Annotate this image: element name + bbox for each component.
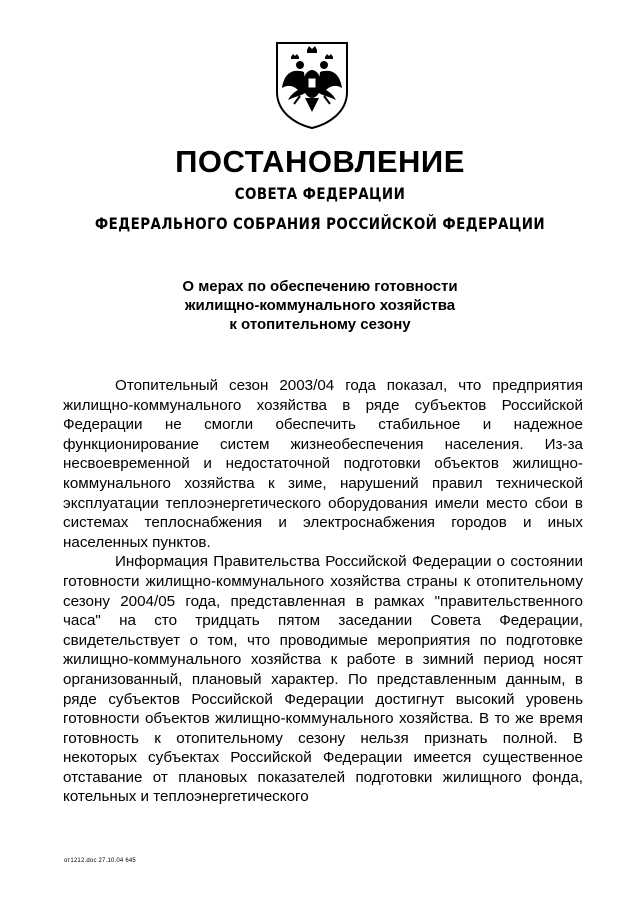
resolution-heading <box>60 277 580 334</box>
russian-coat-of-arms-icon <box>274 40 350 130</box>
body-paragraph: Отопительный сезон 2003/04 года показал, что предприятия жилищно-коммунального хозяйства в ряде субъектов Российской Федерации не смогли обеспечить стабильное и надежное функционирование систем жизнеобеспечения населения. Из-за несвоевременной и недостаточной подготовки объектов жилищно-коммунального хозяйства к зиме, нарушений правил технической эксплуатации теплоэнергетического оборудования имели место сбои в системах теплоснабжения и электроснабжения городов и иных населенных пунктов. <box>63 377 583 551</box>
document-body <box>63 376 583 807</box>
document-title: ПОСТАНОВЛЕНИЕ <box>175 144 465 179</box>
issuer-line-2: ФЕДЕРАЛЬНОГО СОБРАНИЯ РОССИЙСКОЙ ФЕДЕРАЦИИ <box>94 214 546 233</box>
heading-line: О мерах по обеспечению готовности <box>182 278 458 295</box>
heading-line: к отопительному сезону <box>229 316 411 333</box>
file-stamp: от1212.doc 27.10.04 645 <box>64 858 136 864</box>
body-paragraph: Информация Правительства Российской Федерации о состоянии готовности жилищно-коммунального хозяйства страны к отопительному сезону 2004/05 года, представленная в рамках "правительственного часа" на сто тридцать пятом заседании Совета Федерации, свидетельствует о том, что проводимые мероприятия по подготовке жилищно-коммунального хозяйства к работе в зимний период носят организованный, плановый характер. По представленным данным, в ряде субъектов Российской Федерации достигнут высокий уровень готовности объектов жилищно-коммунального хозяйства. В то же время готовность к отопительному сезону нельзя признать полной. В некоторых субъектах Российской Федерации имеется существенное отставание от плановых показателей подготовки жилищного фонда, котельных и теплоэнергетического <box>63 553 583 806</box>
issuer-line-1: СОВЕТА ФЕДЕРАЦИИ <box>234 184 406 203</box>
heading-line: жилищно-коммунального хозяйства <box>184 297 456 314</box>
coat-of-arms-emblem <box>274 40 350 130</box>
